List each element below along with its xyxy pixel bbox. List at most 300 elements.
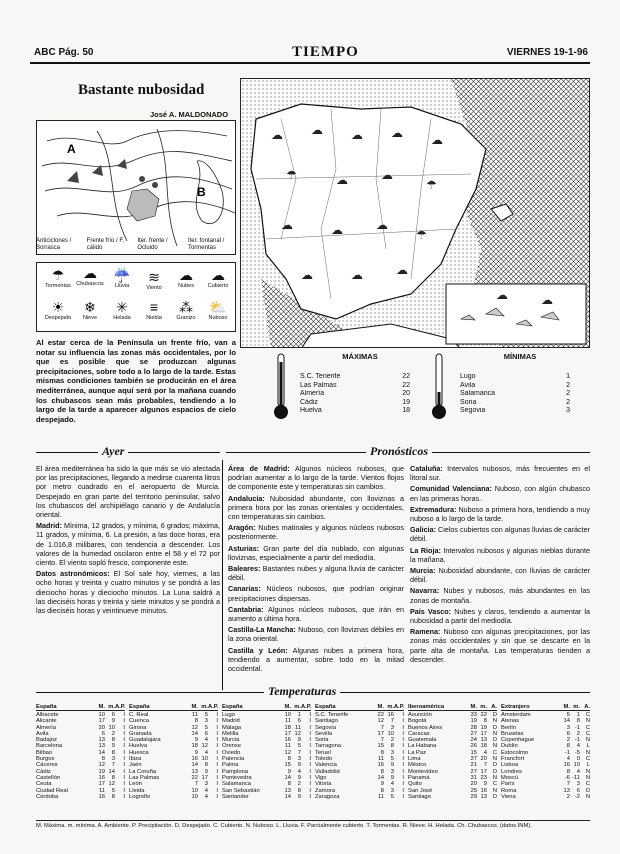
clear-icon: ☀ Despejado (44, 299, 72, 321)
table-cell: I (123, 781, 125, 788)
table-cell: 27 (470, 756, 477, 763)
table-cell: I (123, 793, 125, 800)
table-cell: Vitoria (315, 781, 332, 788)
header-cell: A.P. (394, 704, 405, 710)
min-title: MÍNIMAS (503, 352, 537, 361)
table-cell: Dublín (501, 743, 518, 750)
table-row (501, 794, 590, 800)
table-cell: N (492, 787, 497, 794)
hail-icon: ⁂ Granizo (176, 299, 196, 321)
table-cell: 19 (480, 724, 487, 731)
table-cell: I (309, 737, 311, 744)
table-cell: Asunción (408, 712, 432, 718)
clouds-icon: ☁ Nubes (178, 267, 194, 289)
table-cell: 10 (108, 724, 115, 731)
table-cell: 14 (377, 774, 384, 781)
table-cell: I (216, 737, 218, 744)
table-cell: 13 (563, 787, 570, 794)
table-cell: 4 (204, 749, 208, 756)
table-cell: 19 (98, 768, 105, 775)
table-cell: Barcelona (36, 743, 63, 750)
temperature-column (315, 704, 404, 806)
forecast-region: Aragón: Nubes matinales y algunos núcleos nubosos posteriormente. (228, 523, 404, 542)
header-cell: España (222, 704, 243, 710)
page-header (30, 44, 590, 64)
table-cell: 9 (194, 737, 198, 744)
table-cell: I (402, 743, 404, 750)
table-cell: I (402, 774, 404, 781)
table-cell: 10 (387, 730, 394, 737)
table-cell: 33 (470, 712, 477, 718)
table-cell: 16 (191, 756, 198, 763)
table-cell: 12 (284, 749, 291, 756)
table-cell: I (402, 787, 404, 794)
table-cell: México (408, 762, 427, 769)
table-cell: 7 (566, 781, 570, 788)
table-cell: 4 (576, 768, 580, 775)
table-cell: Bruselas (501, 730, 524, 737)
svg-text:☁: ☁ (376, 218, 388, 232)
table-cell: La Paz (408, 749, 427, 756)
overcast-icon: ☁ Cubierto (207, 267, 229, 289)
table-cell: 3 (297, 756, 301, 763)
table-cell: 8 (111, 737, 115, 744)
table-cell: Castellón (36, 774, 61, 781)
forecast-region: La Rioja: Intervalos nubosos y algunas nieblas durante la mañana. (410, 545, 590, 564)
table-cell: 8 (566, 768, 570, 775)
table-cell: Albacete (36, 712, 59, 718)
forecast-region: País Vasco: Nubes y claros, tendiendo a aumentar la nubosidad a partir del mediodía. (410, 606, 590, 626)
table-cell: I (309, 749, 311, 756)
table-cell: Ávila (36, 730, 49, 737)
table-cell: 8 (101, 756, 105, 763)
min-row: Salamanca 2 (460, 390, 570, 398)
table-cell: 3 (390, 724, 394, 731)
table-cell: 9 (483, 781, 487, 788)
table-cell: Salamanca (222, 781, 252, 788)
table-cell: Sevilla (315, 730, 333, 737)
table-cell: 23 (480, 774, 487, 781)
table-cell: Palencia (222, 756, 245, 763)
table-cell: I (216, 762, 218, 769)
table-cell: C (585, 756, 590, 763)
table-cell: D (492, 737, 497, 744)
table-cell: 17 (480, 730, 487, 737)
ayer-paragraph: Madrid: Mínima, 12 grados, y mínima, 6 grados; máxima, 11 grados, y mínima, 6. La presión, a las doce horas, era de 1.016,8 milibares, con tendencia a descender. Los valores de la humedad oscilaron entre el 58 y el 72 por ciento. El viento sopló fresco, componente este. (36, 521, 220, 568)
header-cell: A.P. (208, 704, 219, 710)
table-cell: 8 (576, 718, 580, 725)
table-cell: 11 (377, 756, 384, 763)
table-cell: 14 (98, 749, 105, 756)
table-cell: 2 (390, 737, 394, 744)
table-cell: D (492, 793, 497, 800)
table-cell: N (492, 774, 497, 781)
table-cell: Santiago (408, 793, 431, 800)
forecast-region: Extremadura: Nuboso a primera hora, tendiendo a muy nuboso a lo largo de la tarde. (410, 504, 590, 524)
ayer-paragraph: Datos astronómicos: El Sol sale hoy, viernes, a las ocho horas y treinta y cuatro minutos y se pondrá a las dieciocho horas y dieciocho minutos. La Luna saldrá a las dieciséis horas y treinta y siete minutos y se pondrá a las dieciséis horas y veintinueve minutos. (36, 569, 220, 616)
header-cell: M. (377, 704, 384, 710)
table-cell: 5 (204, 712, 208, 718)
table-cell: I (402, 749, 404, 756)
table-cell: N (492, 718, 497, 725)
table-cell: 1 (576, 712, 580, 718)
table-cell: Logroño (129, 793, 151, 800)
max-row: Huelva 18 (300, 407, 410, 415)
table-cell: 9 (297, 737, 301, 744)
table-cell: 16 (377, 762, 384, 769)
table-cell: 16 (387, 712, 394, 718)
temperatures-table (36, 704, 590, 806)
table-cell: 7 (380, 724, 384, 731)
table-cell: I (402, 781, 404, 788)
isobar-chart-icon (37, 121, 236, 255)
ayer-heading: Ayer (98, 444, 128, 459)
forecast-region: Galicia: Cielos cubiertos con algunas lluvias de carácter débil. (410, 525, 590, 544)
table-cell: 14 (284, 793, 291, 800)
header-cell: m. (201, 704, 208, 710)
header-cell: A. (584, 704, 590, 710)
table-cell: 17 (98, 718, 105, 725)
table-cell: I (123, 774, 125, 781)
table-cell: 14 (108, 768, 115, 775)
header-cell: M. (470, 704, 477, 710)
table-cell: Cuenca (129, 718, 149, 725)
table-cell: 9 (297, 774, 301, 781)
table-cell: Ibiza (129, 756, 142, 763)
table-cell: Guatemala (408, 737, 437, 744)
table-cell: D (492, 768, 497, 775)
table-cell: Bilbao (36, 749, 53, 756)
table-cell: 8 (111, 749, 115, 756)
table-cell: Oviedo (222, 749, 241, 756)
table-cell: 0 (576, 756, 580, 763)
header-cell: m. (108, 704, 115, 710)
footnote: M. Máxima. m. mínima. A. Ambiente. P. Precipitación. D. Despejado. C. Cubierto. N. Nuboso. L. Lluvia. F. Parcialmente cubierto. T. Tormentas. R. Nieve. H. Helada. Ch. Chubascos. (datos INM). (36, 820, 590, 829)
table-cell: I (123, 762, 125, 769)
table-cell: I (309, 743, 311, 750)
table-cell: 8 (566, 743, 570, 750)
table-cell: -1 (574, 737, 580, 744)
table-cell: Viena (501, 793, 516, 800)
showers-icon: ☁ Chubascos (76, 265, 104, 287)
table-cell: 10 (98, 712, 105, 718)
svg-text:☁: ☁ (336, 173, 348, 187)
header-cell: España (36, 704, 57, 710)
table-cell: Burgos (36, 756, 55, 763)
table-row (129, 794, 218, 800)
svg-text:☁: ☁ (351, 268, 363, 282)
table-cell: 28 (470, 724, 477, 731)
table-cell: 10 (191, 793, 198, 800)
table-cell: 10 (191, 787, 198, 794)
svg-text:☁: ☁ (381, 168, 393, 182)
table-cell: I (123, 756, 125, 763)
table-cell: 22 (191, 774, 198, 781)
table-cell: 21 (470, 762, 477, 769)
table-cell: N (492, 743, 497, 750)
table-cell: Madrid (222, 718, 240, 725)
table-cell: 12 (191, 724, 198, 731)
table-cell: 3 (390, 749, 394, 756)
table-cell: I (402, 718, 404, 725)
table-cell: I (309, 787, 311, 794)
table-cell: 5 (390, 756, 394, 763)
header-cell: M. (98, 704, 105, 710)
table-cell: 8 (204, 762, 208, 769)
table-cell: 3 (111, 756, 115, 763)
table-cell: 9 (390, 762, 394, 769)
table-cell: 7 (111, 762, 115, 769)
fog-icon: ≡ Niebla (146, 299, 162, 321)
table-cell: 16 (480, 787, 487, 794)
table-cell: I (402, 768, 404, 775)
table-cell: 12 (377, 718, 384, 725)
header-cell: A.P. (115, 704, 126, 710)
svg-text:A: A (67, 142, 76, 156)
table-header (129, 704, 218, 711)
table-cell: Zaragoza (315, 793, 340, 800)
table-cell: Cádiz (36, 768, 51, 775)
table-cell: 8 (483, 718, 487, 725)
table-cell: Segovia (315, 724, 336, 731)
header-cell: A.P. (301, 704, 312, 710)
table-cell: 11 (191, 712, 198, 718)
svg-text:☁: ☁ (396, 263, 408, 277)
table-cell: Berlín (501, 724, 517, 731)
header-cell: M. (191, 704, 198, 710)
table-cell: I (309, 724, 311, 731)
table-cell: -11 (572, 774, 580, 781)
table-cell: 18 (284, 724, 291, 731)
table-cell: -1 (574, 724, 580, 731)
table-cell: 8 (111, 793, 115, 800)
table-cell: Bogotá (408, 718, 427, 725)
table-cell: 4 (204, 737, 208, 744)
table-cell: 15 (284, 762, 291, 769)
table-cell: Murcia (222, 737, 240, 744)
table-cell: 8 (111, 774, 115, 781)
table-cell: N (585, 718, 590, 725)
table-cell: 12 (98, 762, 105, 769)
table-cell: Valladolid (315, 768, 340, 775)
table-cell: Jaén (129, 762, 142, 769)
ayer-text (36, 464, 220, 617)
table-cell: 2 (566, 737, 570, 744)
header-cell: España (129, 704, 150, 710)
table-cell: 25 (470, 787, 477, 794)
table-cell: I (123, 730, 125, 737)
forecast-region: Ramena: Nuboso con algunas precipitaciones, por las zonas más occidentales y sin que se descarte en la parte alta de montaña. Las temperaturas tienden a descender. (410, 627, 591, 664)
svg-text:☁: ☁ (391, 126, 403, 140)
table-cell: C (492, 781, 497, 788)
forecast-region: Canarias: Núcleos nubosos, que podrían originar precipitaciones dispersas. (228, 584, 405, 603)
table-cell: 6 (297, 718, 301, 725)
svg-text:☂: ☂ (416, 228, 427, 242)
table-cell: I (216, 781, 218, 788)
table-cell: 11 (294, 724, 301, 731)
forecast-region: Comunidad Valenciana: Nuboso, con algún chubasco en las primeras horas. (410, 484, 590, 503)
table-cell: 9 (111, 718, 115, 725)
spain-forecast-map (240, 78, 590, 348)
temperature-column (501, 704, 590, 806)
section-title: TIEMPO (292, 44, 359, 60)
table-cell: 7 (380, 737, 384, 744)
forecast-region: Cataluña: Intervalos nubosos, más frecuentes en el litoral sur. (410, 464, 591, 483)
table-cell: 9 (390, 774, 394, 781)
table-cell: Málaga (222, 724, 242, 731)
table-cell: Santiago (315, 718, 338, 725)
table-row (315, 794, 404, 800)
forecast-region: Navarra: Nubes y nubosos, más abundantes en las zonas de montaña. (410, 586, 590, 605)
frost-icon: ✳ Helada (113, 299, 131, 321)
table-cell: 9 (297, 793, 301, 800)
table-cell: Huesca (129, 749, 149, 756)
table-cell: 14 (191, 762, 198, 769)
svg-text:☂: ☂ (286, 168, 297, 182)
temperature-column (408, 704, 497, 806)
table-cell: 18 (480, 743, 487, 750)
table-cell: I (309, 718, 311, 725)
table-cell: 27 (470, 768, 477, 775)
header-cell: M. (284, 704, 291, 710)
forecast-region: Asturias: Gran parte del día nublado, con algunas lloviznas, especialmente a partir del mediodía. (228, 543, 404, 562)
table-cell: N (492, 756, 497, 763)
table-cell: I (123, 749, 125, 756)
svg-text:☁: ☁ (541, 293, 553, 307)
min-row: Lugo 1 (460, 373, 570, 380)
table-cell: 2 (297, 781, 301, 788)
table-cell: 17 (284, 730, 291, 737)
table-cell: 13 (480, 793, 487, 800)
table-cell: I (402, 730, 404, 737)
table-cell: Roma (501, 787, 517, 794)
forecast-region: Castilla y León: Algunas nubes a primera hora, tendiendo a aumentar, sobre todo en la mitad occidental. (228, 645, 404, 674)
table-cell: 24 (470, 737, 477, 744)
snow-icon: ❄ Nieve (82, 299, 98, 321)
table-cell: 16 (284, 737, 291, 744)
table-cell: 7 (297, 749, 301, 756)
table-cell: 11 (284, 718, 291, 725)
table-cell: 4 (566, 756, 570, 763)
legend-item: Anticiclones / Borrasca (36, 238, 72, 251)
table-cell: 11 (284, 743, 291, 750)
svg-text:☁: ☁ (496, 288, 508, 302)
table-cell: I (123, 768, 125, 775)
svg-text:☁: ☁ (271, 128, 283, 142)
cloudy-icon: ⛅ Nuboso (208, 299, 228, 321)
table-cell: Valencia (315, 762, 337, 769)
table-cell: La Coruña (129, 768, 157, 775)
table-cell: 14 (191, 730, 198, 737)
table-cell: D (492, 712, 497, 718)
wind-icon: ≋ Viento (146, 269, 162, 291)
max-row: S.C. Tenerife 22 (300, 373, 410, 380)
table-cell: 6 (101, 730, 105, 737)
table-cell: San Sebastián (222, 787, 260, 794)
table-cell: I (216, 787, 218, 794)
table-cell: 5 (390, 793, 394, 800)
table-cell: 12 (201, 743, 208, 750)
table-cell: I (216, 743, 218, 750)
table-cell: 16 (98, 793, 105, 800)
header-cell: m. (387, 704, 394, 710)
table-cell: -2 (574, 793, 580, 800)
table-cell: 17 (98, 781, 105, 788)
legend-item: Iter. fontanal / Tormentas (187, 238, 225, 251)
svg-text:B: B (197, 185, 206, 199)
table-cell: Caracas (408, 730, 430, 737)
table-cell: 12 (108, 781, 115, 788)
forecast-intro: Al estar cerca de la Península un frente frío, van a notar su influencia las zonas más occidentales, por lo que es posible que se produzcan algunas precipitaciones, sobre todo a lo largo de la tarde. Estas mismas condiciones también se producirán en el área mediterránea, aunque aquí será por la mañana cuando los chubascos sean más probables, tendiendo a lo largo de la tarde a aparecer algunos espacios de cielo despejado. (36, 338, 236, 424)
header-cell: m. (573, 704, 580, 710)
weather-icon-legend (36, 262, 236, 332)
table-cell: 8 (390, 743, 394, 750)
table-cell: Badajoz (36, 737, 57, 744)
table-cell: I (309, 768, 311, 775)
table-cell: N (585, 774, 590, 781)
table-cell: 31 (470, 774, 477, 781)
pronosticos-heading: Pronósticos (366, 444, 432, 459)
table-cell: 6 (204, 730, 208, 737)
table-cell: -6 (564, 774, 570, 781)
page-number: ABC Pág. 50 (34, 47, 94, 58)
column-divider (222, 460, 223, 690)
table-cell: Pamplona (222, 768, 249, 775)
temperature-column (129, 704, 218, 806)
table-cell: 9 (194, 749, 198, 756)
table-cell: 29 (470, 793, 477, 800)
table-cell: 10 (201, 756, 208, 763)
table-cell: 20 (98, 724, 105, 731)
byline: José A. MALDONADO (150, 110, 229, 119)
table-cell: Buenos Aires (408, 724, 443, 731)
table-cell: 26 (470, 743, 477, 750)
header-cell: m. (294, 704, 301, 710)
table-cell: 13 (98, 737, 105, 744)
table-cell: Alicante (36, 718, 57, 725)
table-cell: 8 (380, 768, 384, 775)
svg-text:☁: ☁ (301, 268, 313, 282)
legend-item: Frente frío / F. cálido (86, 238, 125, 251)
table-cell: I (309, 762, 311, 769)
table-cell: 5 (566, 712, 570, 718)
table-cell: 6 (576, 787, 580, 794)
table-row (222, 794, 311, 800)
max-row: Las Palmas 22 (300, 381, 410, 389)
table-cell: 3 (566, 724, 570, 731)
thermometer-icon (272, 352, 290, 422)
table-cell: Lima (408, 756, 421, 763)
svg-text:☁: ☁ (431, 133, 443, 147)
table-cell: 15 (470, 749, 477, 756)
table-cell: I (123, 743, 125, 750)
min-row: Soria 2 (460, 398, 570, 406)
forecast-region: Cantabria: Algunos núcleos nubosos, que irán en aumento a última hora. (228, 604, 404, 624)
header-cell: España (315, 704, 336, 710)
table-cell: 16 (98, 774, 105, 781)
table-cell: -1 (564, 749, 570, 756)
table-cell: 4 (204, 793, 208, 800)
table-cell: Vigo (315, 774, 327, 781)
max-temperatures (300, 352, 410, 416)
table-cell: I (402, 737, 404, 744)
table-cell: 3 (204, 718, 208, 725)
table-cell: Panamá (408, 774, 430, 781)
table-cell: I (123, 712, 125, 718)
table-row (36, 794, 125, 800)
table-cell: S.C. Tenerife (315, 712, 349, 718)
table-cell: 3 (204, 781, 208, 788)
